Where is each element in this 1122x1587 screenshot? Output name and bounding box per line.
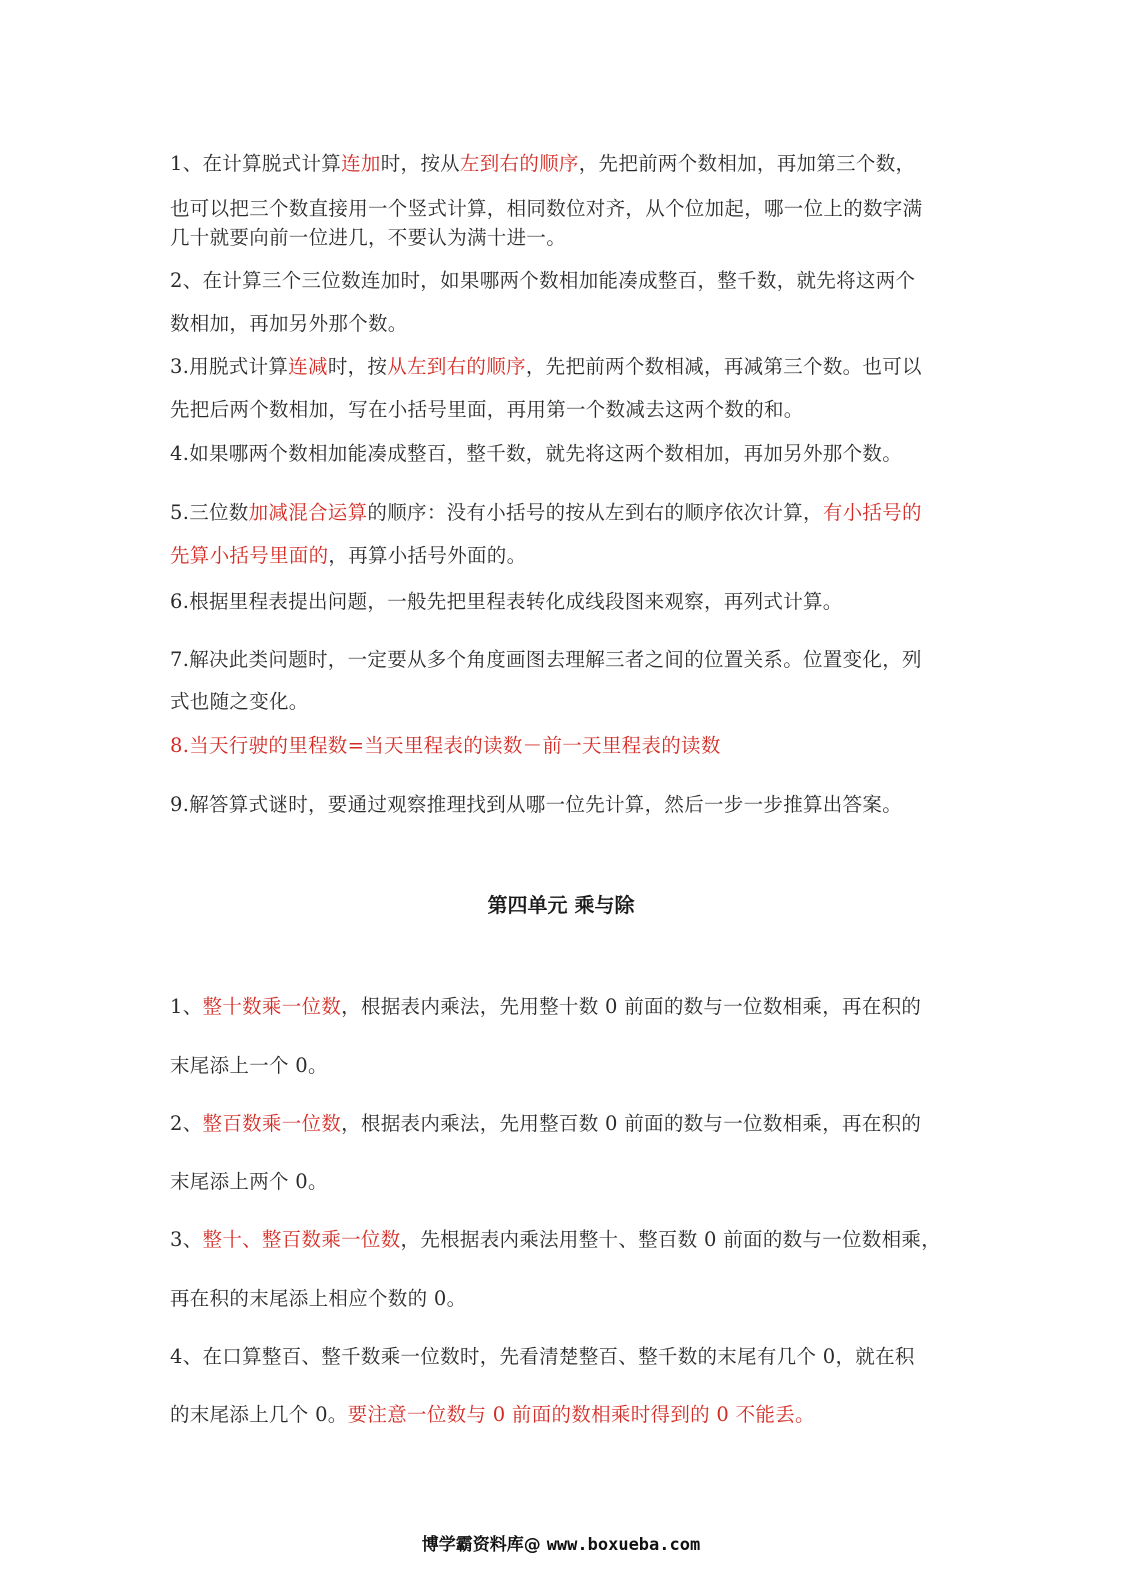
paragraph-7-line-2: 式也随之变化。 bbox=[170, 690, 309, 713]
paragraph-6: 6.根据里程表提出问题，一般先把里程表转化成线段图来观察，再列式计算。 bbox=[170, 590, 843, 613]
rule-3-line-1: 3、整十、整百数乘一位数，先根据表内乘法用整十、整百数 0 前面的数与一位数相乘， bbox=[170, 1228, 942, 1251]
rule-4-line-1: 4、在口算整百、整千数乘一位数时，先看清楚整百、整千数的末尾有几个 0，就在积 bbox=[170, 1345, 915, 1368]
highlight-hundreds-times: 整百数乘一位数 bbox=[202, 1112, 342, 1135]
paragraph-4: 4.如果哪两个数相加能凑成整百，整千数，就先将这两个数相加，再加另外那个数。 bbox=[170, 442, 903, 465]
highlight-tens-hundreds-times: 整十、整百数乘一位数 bbox=[202, 1228, 401, 1251]
paragraph-5-line-2: 先算小括号里面的，再算小括号外面的。 bbox=[170, 544, 527, 567]
paragraph-2-line-1: 2、在计算三个三位数连加时，如果哪两个数相加能凑成整百，整千数，就先将这两个 bbox=[170, 269, 916, 292]
highlight-mixed-ops: 加减混合运算 bbox=[248, 501, 368, 524]
highlight-zero-warning: 要注意一位数与 0 前面的数相乘时得到的 0 不能丢。 bbox=[347, 1403, 815, 1426]
rule-4-line-2: 的末尾添上几个 0。要注意一位数与 0 前面的数相乘时得到的 0 不能丢。 bbox=[170, 1403, 815, 1426]
rule-2-line-2: 末尾添上两个 0。 bbox=[170, 1170, 328, 1193]
footer-url: www.boxueba.com bbox=[546, 1535, 701, 1555]
highlight-parentheses: 有小括号的 bbox=[822, 501, 922, 524]
highlight-lianjian: 连减 bbox=[288, 355, 328, 378]
paragraph-7-line-1: 7.解决此类问题时，一定要从多个角度画图去理解三者之间的位置关系。位置变化，列 bbox=[170, 648, 922, 671]
highlight-parentheses-2: 先算小括号里面的 bbox=[170, 544, 329, 567]
highlight-order: 左到右的顺序 bbox=[459, 152, 579, 175]
highlight-lianjia: 连加 bbox=[341, 152, 381, 175]
paragraph-8: 8.当天行驶的里程数=当天里程表的读数－前一天里程表的读数 bbox=[170, 734, 721, 757]
paragraph-5-line-1: 5.三位数加减混合运算的顺序：没有小括号的按从左到右的顺序依次计算，有小括号的 bbox=[170, 501, 922, 524]
highlight-tens-times: 整十数乘一位数 bbox=[202, 995, 342, 1018]
paragraph-1-line-1: 1、在计算脱式计算连加时，按从左到右的顺序，先把前两个数相加，再加第三个数， bbox=[170, 152, 916, 175]
rule-1-line-2: 末尾添上一个 0。 bbox=[170, 1054, 328, 1077]
footer-site-name: 博学霸资料库@ bbox=[421, 1535, 541, 1555]
paragraph-1-line-2: 也可以把三个数直接用一个竖式计算，相同数位对齐，从个位加起，哪一位上的数字满 bbox=[170, 197, 923, 220]
paragraph-2-line-2: 数相加，再加另外那个数。 bbox=[170, 312, 408, 335]
rule-1-line-1: 1、整十数乘一位数，根据表内乘法，先用整十数 0 前面的数与一位数相乘，再在积的 bbox=[170, 995, 922, 1018]
paragraph-3-line-2: 先把后两个数相加，写在小括号里面，再用第一个数减去这两个数的和。 bbox=[170, 398, 804, 421]
paragraph-9: 9.解答算式谜时，要通过观察推理找到从哪一位先计算，然后一步一步推算出答案。 bbox=[170, 793, 903, 816]
rule-2-line-1: 2、整百数乘一位数，根据表内乘法，先用整百数 0 前面的数与一位数相乘，再在积的 bbox=[170, 1112, 922, 1135]
unit-4-heading: 第四单元 乘与除 bbox=[487, 893, 635, 917]
highlight-order-2: 从左到右的顺序 bbox=[387, 355, 526, 378]
paragraph-1-line-3: 几十就要向前一位进几，不要认为满十进一。 bbox=[170, 226, 567, 249]
rule-3-line-2: 再在积的末尾添上相应个数的 0。 bbox=[170, 1287, 467, 1310]
footer-watermark bbox=[0, 1533, 1122, 1557]
paragraph-3-line-1: 3.用脱式计算连减时，按从左到右的顺序，先把前两个数相减，再减第三个数。也可以 bbox=[170, 355, 922, 378]
